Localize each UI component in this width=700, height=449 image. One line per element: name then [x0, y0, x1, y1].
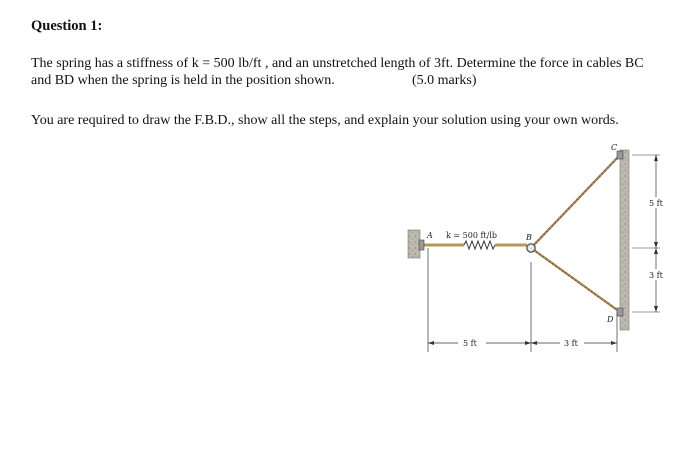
question-text-line-2: and BD when the spring is held in the position shown. — [31, 73, 335, 88]
bracket-d — [617, 308, 623, 316]
dim-arrow-mid-left — [525, 341, 531, 345]
point-d-label: D — [607, 315, 614, 324]
bracket-c — [617, 151, 623, 159]
dim-label-3ft-vertical: 3 ft — [649, 271, 663, 280]
marks-label: (5.0 marks) — [412, 73, 477, 88]
spring-stiffness-label: k = 500 ft/lb — [446, 231, 497, 240]
question-title: Question 1: — [31, 18, 103, 34]
point-c-label: C — [611, 143, 618, 152]
left-wall — [408, 230, 420, 258]
dim-label-3ft-horizontal: 3 ft — [564, 339, 578, 348]
dim-arrow-right — [611, 341, 617, 345]
right-wall — [620, 150, 629, 330]
spring-coil — [464, 241, 495, 249]
dim-arrow-left — [428, 341, 434, 345]
question-text-line-1: The spring has a stiffness of k = 500 lb/ft , and an unstretched length of 3ft. Determine the force in cables BC — [31, 56, 644, 71]
ring-b — [527, 244, 535, 252]
dim-arrow-mid-right — [531, 341, 537, 345]
dim-label-5ft-horizontal: 5 ft — [463, 339, 477, 348]
point-b-label: B — [526, 233, 532, 242]
bracket-a — [419, 240, 424, 250]
point-a-label: A — [427, 231, 433, 240]
dim-label-5ft-vertical: 5 ft — [649, 199, 663, 208]
instruction-text: You are required to draw the F.B.D., show all the steps, and explain your solution using your own words. — [31, 113, 619, 128]
